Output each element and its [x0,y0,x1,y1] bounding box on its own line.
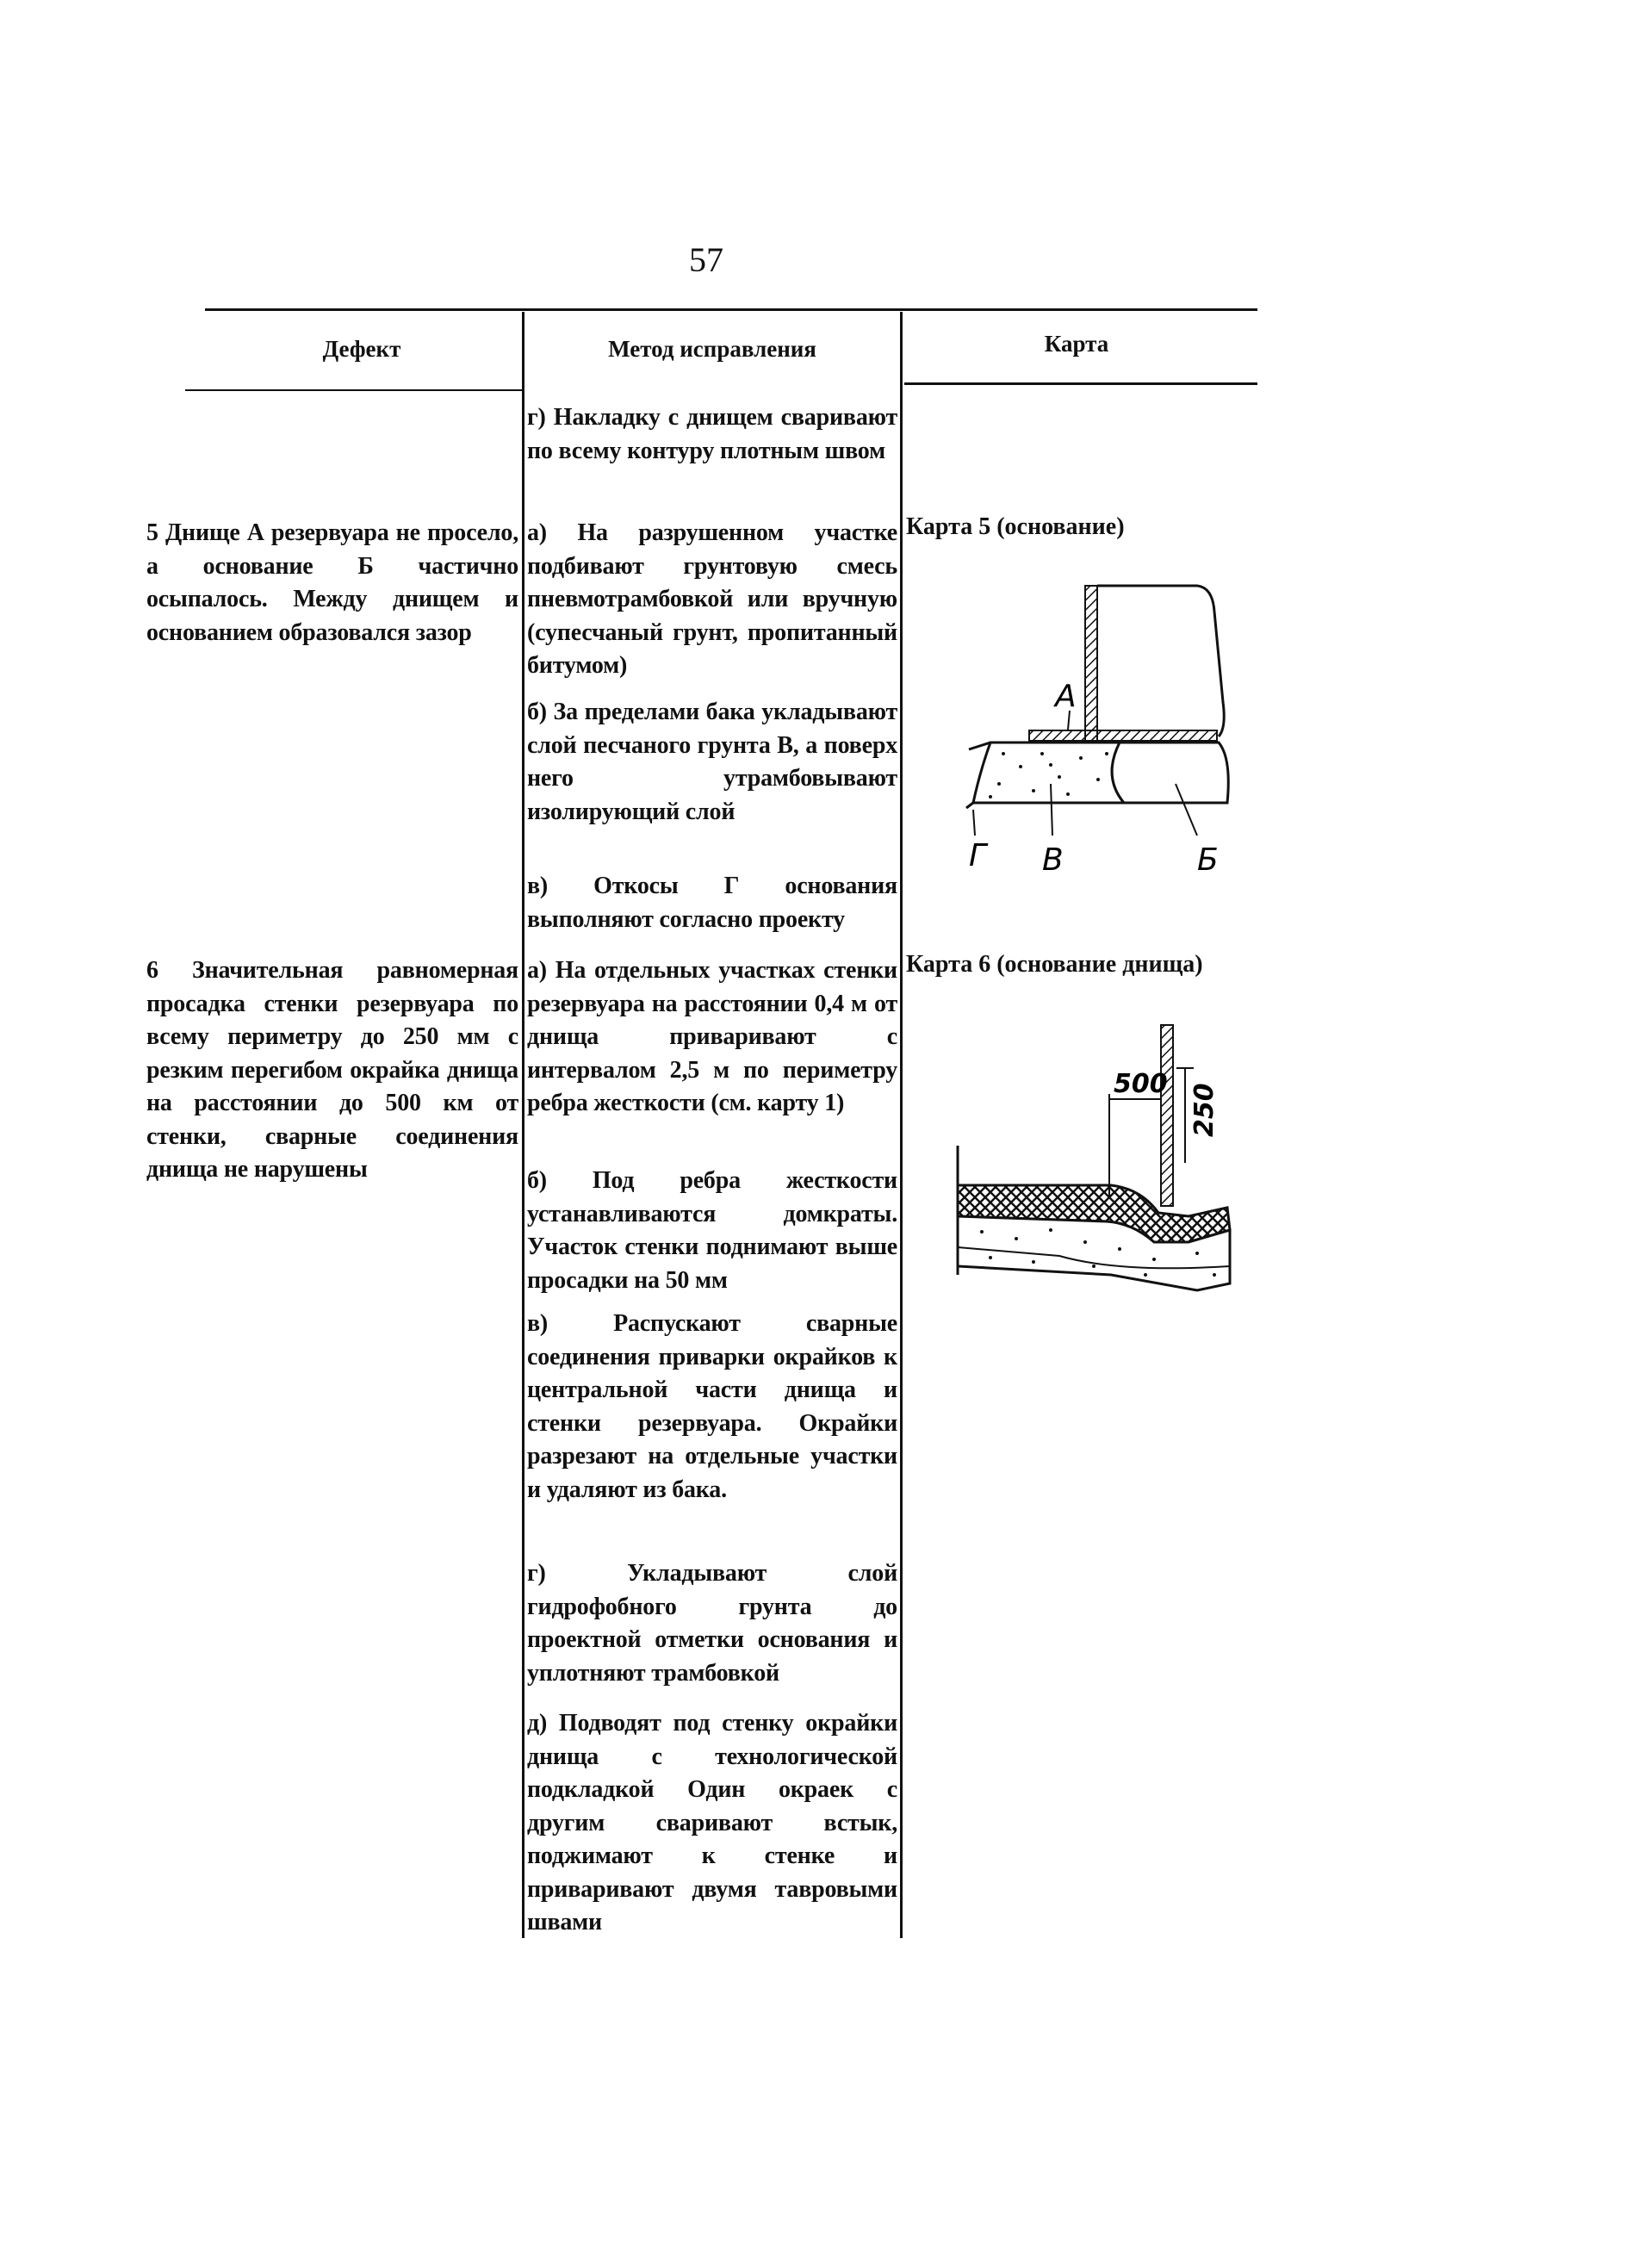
header-defect: Дефект [322,336,401,362]
method-item: б) Под ребра жесткости устанавливаются домкраты. Участок стенки поднимают выше просадки на 50 мм [527,1167,897,1294]
karta-5-figure [939,551,1249,896]
method-item: в) Откосы Г основания выполняют согласно проекту [527,873,897,933]
defect-6: 6 Значительная равномерная просадка стенки резервуара по всему периметру до 250 мм с резким перегибом окрайка днища на расстоянии до 500 км от стенки, сварные соединения днища не нарушены [146,957,518,1183]
defect-5: 5 Днище А резервуара не просело, а основание Б частично осыпалось. Между днищем и основанием образовался зазор [146,519,518,646]
tank-bottom-plate [1029,730,1217,741]
method-item: а) На отдельных участках стенки резервуара на расстоянии 0,4 м от днища приваривают с интервалом 2,5 м по периметру ребра жесткости (см. карту 1) [527,957,897,1116]
column-divider-1 [522,312,524,1938]
header-karta: Карта [1044,331,1109,357]
sand-layer [973,743,1124,803]
dim-250-label: 250 [1189,1083,1220,1137]
method-item: а) На разрушенном участке подбивают грунтовую смесь пневмотрамбовкой или вручную (супесчаный грунт, пропитанный битумом) [527,519,897,679]
header-bottom-rule-right [904,382,1257,385]
label-B: Б [1197,842,1219,878]
karta-5-caption: Карта 5 (основание) [906,513,1125,540]
method-item: д) Подводят под стенку окрайки днища с технологической подкладкой Один окраек с другим сваривают встык, поджимают к стенке и приваривают двумя тавровыми швами [527,1710,897,1936]
table-top-rule [205,308,1257,311]
page-number: 57 [689,240,723,279]
label-A: А [1055,679,1077,714]
label-V: В [1042,842,1064,878]
header-bottom-rule-left [185,389,524,391]
label-G: Г [969,838,987,873]
karta-6-figure [939,1016,1249,1327]
dim-500-label: 500 [1114,1069,1168,1099]
method-item: г) Укладывают слой гидрофобного грунта до проектной отметки основания и уплотняют трамбовкой [527,1560,897,1687]
method-item: г) Накладку с днищем сваривают по всему контуру плотным швом [527,404,897,464]
column-divider-2 [900,312,903,1938]
method-item: в) Распускают сварные соединения приварки окрайков к центральной части днища и стенки резервуара. Окрайки разрезают на отдельные участки и удаляют из бака. [527,1310,897,1503]
karta-6-caption: Карта 6 (основание днища) [906,951,1203,978]
method-item: б) За пределами бака укладывают слой песчаного грунта В, а поверх него утрамбовывают изолирующий слой [527,699,897,825]
base-foundation [1112,743,1228,803]
tank-outline [1097,586,1224,736]
header-method: Метод исправления [608,336,816,362]
tank-wall [1161,1025,1173,1206]
